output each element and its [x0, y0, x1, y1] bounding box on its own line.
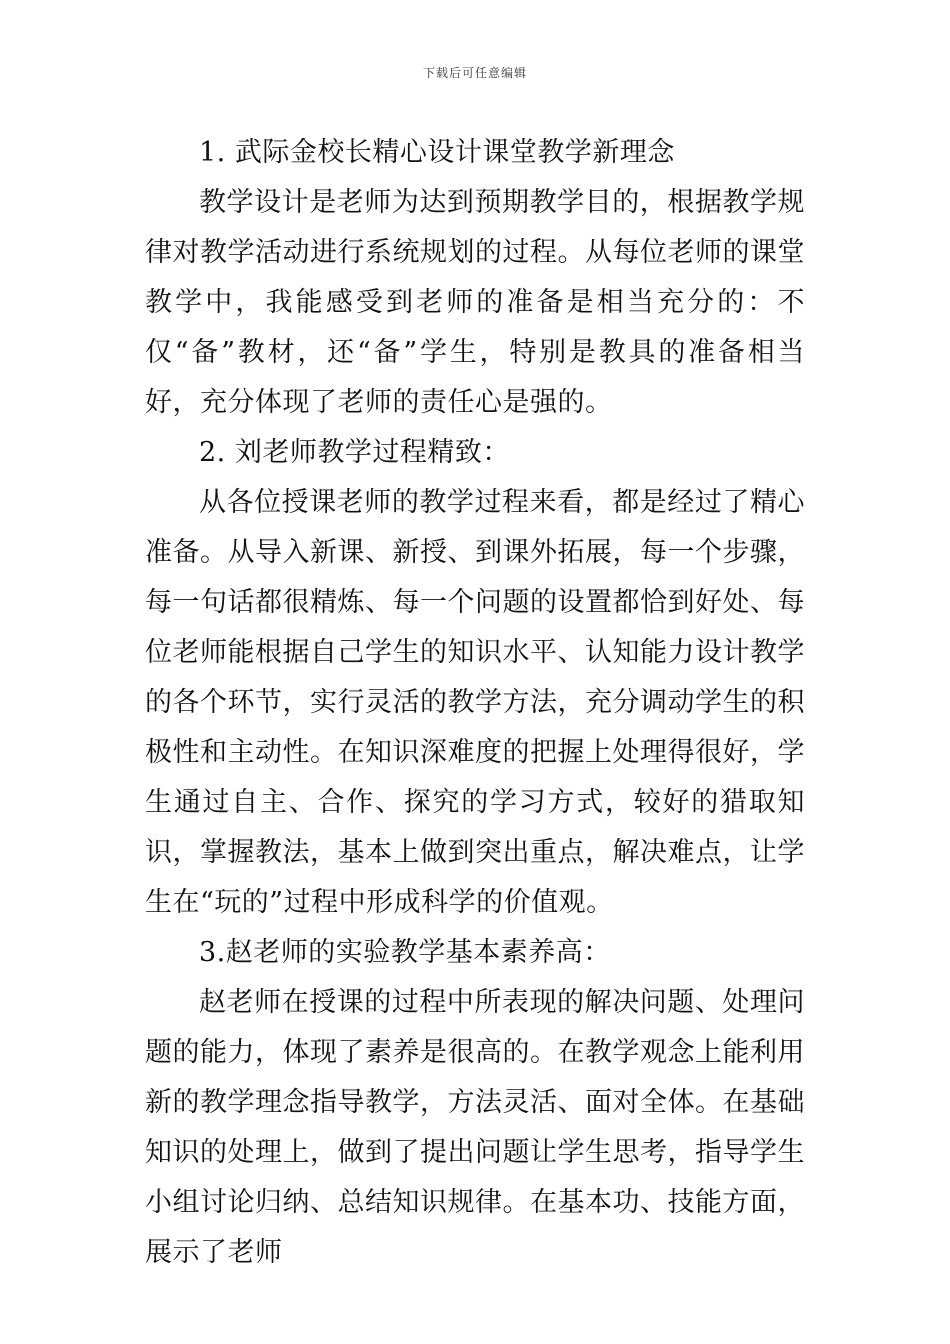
section-heading-2: 2. 刘老师教学过程精致：: [199, 437, 510, 468]
document-body: [145, 128, 805, 1278]
paragraph-1: 教学设计是老师为达到预期教学目的，根据教学规律对教学活动进行系统规划的过程。从每位老师的课堂教学中，我能感受到老师的准备是相当充分的：不仅“备”教材，还“备”学生，特别是教具的准备相当好，充分体现了老师的责任心是强的。: [145, 187, 805, 418]
section-heading-3: 3.赵老师的实验教学基本素养高：: [199, 937, 611, 968]
section-heading-1: 1. 武际金校长精心设计课堂教学新理念: [199, 137, 675, 168]
paragraph-2: 从各位授课老师的教学过程来看，都是经过了精心准备。从导入新课、新授、到课外拓展，每一个步骤，每一句话都很精炼、每一个问题的设置都恰到好处、每位老师能根据自己学生的知识水平、认知能力设计教学的各个环节，实行灵活的教学方法，充分调动学生的积极性和主动性。在知识深难度的把握上处理得很好，学生通过自主、合作、探究的学习方式，较好的猎取知识，掌握教法，基本上做到突出重点，解决难点，让学生在“玩的”过程中形成科学的价值观。: [145, 487, 805, 918]
page-header-note: 下载后可任意编辑: [422, 66, 527, 80]
paragraph-3: 赵老师在授课的过程中所表现的解决问题、处理问题的能力，体现了素养是很高的。在教学观念上能利用新的教学理念指导教学，方法灵活、面对全体。在基础知识的处理上，做到了提出问题让学生思考，指导学生小组讨论归纳、总结知识规律。在基本功、技能方面，展示了老师: [145, 987, 805, 1268]
